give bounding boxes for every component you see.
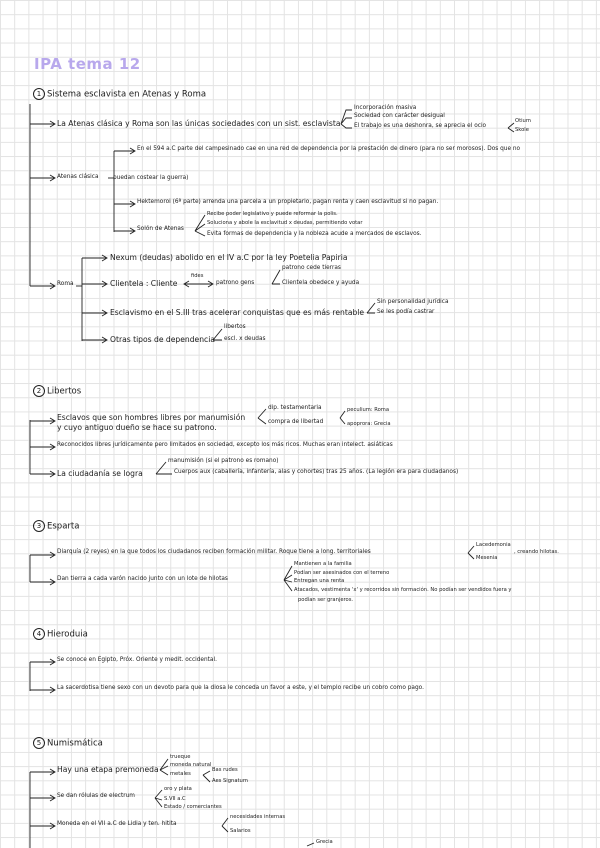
- note-item: trueque: [170, 754, 191, 760]
- note-item: Se les podía castrar: [377, 309, 435, 315]
- note-item: moneda natural: [170, 762, 212, 768]
- note-item: manumisión (si el patrono es romano): [168, 458, 279, 464]
- note-item: Mantienen a la familia: [294, 561, 352, 567]
- note-item: patrono cede tierras: [282, 265, 341, 271]
- note-label: Clientela : Cliente: [110, 279, 178, 288]
- note-item: El trabajo es una deshonra, se aprecia el ocio: [354, 123, 487, 129]
- note-item: Podían ser asesinados con el terreno: [294, 570, 390, 576]
- note-label: Hay una etapa premoneda: [57, 765, 159, 774]
- section-number: 5: [33, 737, 45, 749]
- note-line: La Atenas clásica y Roma son las únicas sociedades con un sist. esclavista: [57, 119, 341, 128]
- note-item: Skole: [515, 127, 529, 133]
- note-item: Entregan una renta: [294, 578, 345, 584]
- section-number: 2: [33, 385, 45, 397]
- note-label: Otras tipos de dependencia: [110, 335, 215, 344]
- note-item: Aes Signatum: [212, 778, 248, 784]
- note-label: Moneda en el VII a.C de Lidia y ten. hitita: [57, 821, 177, 827]
- note-label: Solón de Atenas: [137, 226, 184, 232]
- note-line: Esclavos que son hombres libres por manumisión: [57, 413, 246, 422]
- note-item: Salarios: [230, 828, 251, 834]
- section-3-heading: [33, 520, 79, 532]
- note-item: S.VII a.C: [164, 796, 186, 802]
- note-item: necesidades internas: [230, 814, 286, 820]
- note-item: Sociedad con carácter desigual: [354, 113, 445, 119]
- note-item: libertos: [224, 324, 246, 330]
- note-label: La ciudadanía se logra: [57, 469, 143, 478]
- note-line: puedan costear la guerra): [113, 175, 189, 181]
- note-line: Diarquía (2 reyes) en la que todos los ciudadanos reciben formación militar. Roque tiene a long. territoriales: [57, 549, 371, 555]
- note-line: Hektemoroi (6ª parte) arrenda una parcela a un propietario, pagan renta y caen esclavitud si no pagan.: [137, 199, 439, 205]
- note-item: dip. testamentaria: [268, 405, 322, 411]
- note-item: Sin personalidad jurídica: [377, 299, 449, 305]
- note-line: Se conoce en Egipto, Próx. Oriente y medit. occidental.: [57, 657, 217, 663]
- note-item: compra de libertad: [268, 419, 324, 425]
- note-item: Otium: [515, 118, 531, 124]
- note-item: Lacedemonia: [476, 542, 511, 548]
- note-line: Dan tierra a cada varón nacido junto con un lote de hilotas: [57, 576, 228, 582]
- note-line: En el 594 a.C parte del campesinado cae en una red de dependencia por la prestación de dinero (para no ser morosos). Dos que no: [137, 146, 521, 152]
- page-title: IPA tema 12: [34, 55, 141, 73]
- note-line: Reconocidos libres jurídicamente pero limitados en sociedad, excepto los más ricos. Muchas eran intelect. asiáticas: [57, 442, 393, 448]
- note-item: , creando hilotas.: [514, 549, 559, 555]
- note-line: Esclavismo en el S.III tras acelerar conquistas que es más rentable: [110, 308, 365, 317]
- note-label: Se dan rólulas de electrum: [57, 793, 135, 799]
- section-2-heading: [33, 385, 81, 397]
- note-item: Grecia: [316, 839, 333, 845]
- note-label: Roma: [57, 281, 74, 287]
- note-item: Bas rudes: [212, 767, 238, 773]
- note-item: Clientela obedece y ayuda: [282, 280, 360, 286]
- note-line: y cuyo antiguo dueño se hace su patrono.: [57, 423, 217, 432]
- note-label: patrono gens: [216, 280, 255, 286]
- note-item: apoprora: Grecia: [347, 421, 391, 427]
- note-item: Estado / comerciantes: [164, 804, 222, 810]
- section-title: Sistema esclavista en Atenas y Roma: [47, 89, 207, 100]
- note-label: Atenas clásica: [57, 174, 99, 180]
- section-title: Numismática: [47, 738, 103, 749]
- note-item: Recibe poder legislativo y puede reformar la polis.: [207, 211, 338, 217]
- section-title: Hieroduia: [47, 629, 88, 640]
- section-number: 1: [33, 88, 45, 100]
- note-item: metales: [170, 771, 191, 777]
- note-item: Soluciona y abole la esclavitud x deudas, permitiendo votar: [207, 220, 363, 226]
- note-line: Nexum (deudas) abolido en el IV a.C por la ley Poetelia Papiria: [110, 253, 348, 262]
- section-number: 3: [33, 520, 45, 532]
- note-item: fides: [191, 273, 204, 279]
- note-item: peculium: Roma: [347, 407, 390, 413]
- note-item: Mesenia: [476, 555, 498, 561]
- note-item: Atacados, vestimenta 'x' y recorridos sin formación. No podían ser vendidos fuera y: [294, 587, 512, 593]
- note-item: Cuerpos aux (caballería, infantería, alas y cohortes) tras 25 años. (La legión era para ciudadanos): [174, 469, 459, 475]
- note-item: oro y plata: [164, 786, 192, 792]
- section-title: Libertos: [47, 386, 82, 397]
- section-5-heading: [33, 737, 103, 749]
- section-4-heading: [33, 628, 88, 640]
- note-line: La sacerdotisa tiene sexo con un devoto para que la diosa le conceda un favor a este, y el templo recibe un cobro como pago.: [57, 685, 424, 691]
- note-item: escl. x deudas: [224, 336, 266, 342]
- section-number: 4: [33, 628, 45, 640]
- section-title: Esparta: [47, 521, 80, 532]
- note-item: Incorporación masiva: [354, 105, 417, 111]
- note-item: podían ser granjeros.: [298, 597, 354, 603]
- section-1-heading: [33, 88, 206, 100]
- note-item: Evita formas de dependencia y la nobleza acude a mercados de esclavos.: [207, 231, 422, 237]
